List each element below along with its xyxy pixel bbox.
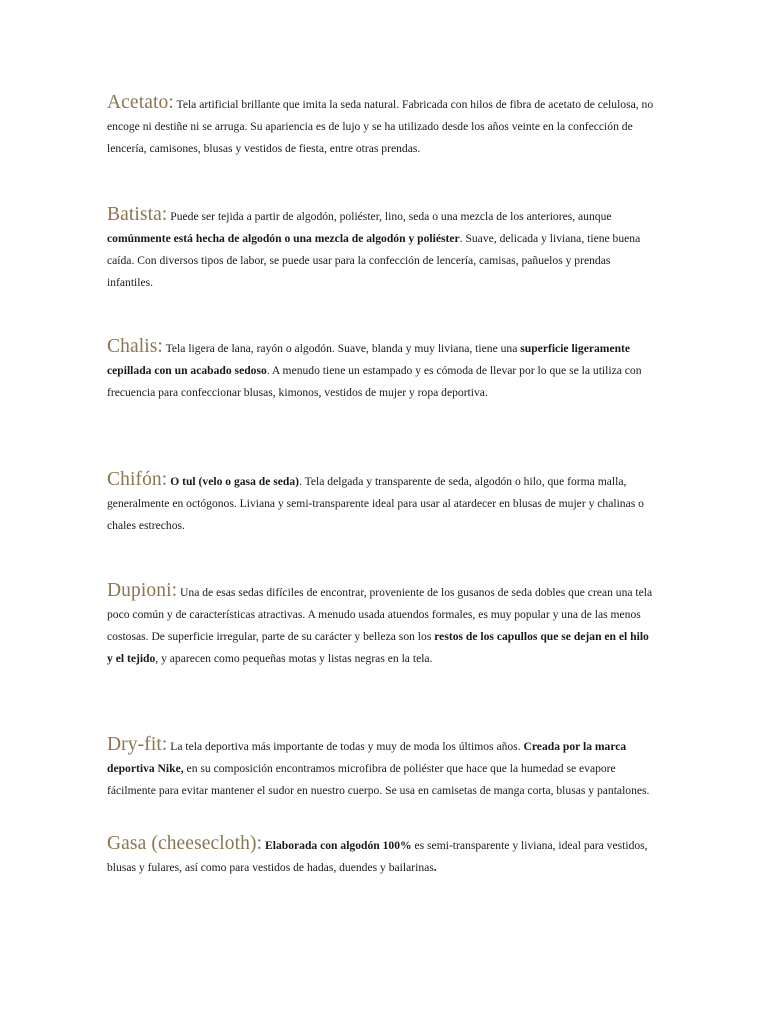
entry-term: Chalis:: [107, 336, 163, 357]
entry-bold-text: O tul (velo o gasa de seda): [170, 475, 300, 488]
entry-term: Dry-fit:: [107, 734, 168, 755]
entry-term: Acetato:: [107, 92, 174, 113]
entry-batista: [107, 204, 657, 294]
entry-text: Tela ligera de lana, rayón o algodón. Suave, blanda y muy liviana, tiene una: [162, 342, 521, 355]
entry-bold-text: .: [433, 861, 437, 874]
entry-text: . Tela delgada y transparente de seda, algodón o hilo, que forma malla, generalmente en octógonos. Liviana y semi-transparente ideal para usar al atardecer en blusas de mujer y chalinas o chales estrechos.: [107, 475, 644, 532]
entry-text: es semi-transparente y liviana, ideal para vestidos, blusas y fulares, así como para vestidos de hadas, duendes y bailarinas: [107, 839, 648, 874]
entry-chifon: [107, 469, 657, 537]
entry-dupioni: [107, 580, 657, 670]
entry-bold-text: comúnmente está hecha de algodón o una mezcla de algodón y poliéster: [107, 232, 460, 245]
entry-dry-fit: [107, 734, 657, 802]
entry-bold-text: superficie ligeramente cepillada con un acabado sedoso: [107, 342, 631, 377]
entry-text: Puede ser tejida a partir de algodón, poliéster, lino, seda o una mezcla de los anteriores, aunque: [167, 210, 612, 223]
entry-text: en su composición encontramos microfibra de poliéster que hace que la humedad se evapore fácilmente para evitar mantener el sudor en nuestro cuerpo. Se usa en camisetas de manga corta, blusas y pantalones.: [107, 762, 650, 797]
entry-chalis: [107, 336, 657, 404]
entry-term: Dupioni:: [107, 580, 178, 601]
entry-text: La tela deportiva más importante de todas y muy de moda los últimos años.: [167, 740, 524, 753]
entry-term: Chifón:: [107, 469, 168, 490]
entry-text: Una de esas sedas difíciles de encontrar, proveniente de los gusanos de seda dobles que crean una tela poco común y de características atractivas. A menudo usada atuendos formales, es muy popular y una de las menos costosas. De superficie irregular, parte de su carácter y belleza son los: [107, 586, 653, 643]
entry-bold-text: Creada por la marca deportiva Nike,: [107, 740, 627, 775]
entry-text: . A menudo tiene un estampado y es cómoda de llevar por lo que se la utiliza con frecuencia para confeccionar blusas, kimonos, vestidos de mujer y ropa deportiva.: [107, 364, 642, 399]
entry-text: Tela artificial brillante que imita la seda natural. Fabricada con hilos de fibra de acetato de celulosa, no encoge ni destiñe ni se arruga. Su apariencia es de lujo y se ha utilizado desde los años veinte en la confección de lencería, camisones, blusas y vestidos de fiesta, entre otras prendas.: [107, 98, 654, 155]
entry-gasa: [107, 833, 657, 879]
entry-bold-text: Elaborada con algodón 100%: [265, 839, 412, 852]
entry-text: , y aparecen como pequeñas motas y listas negras en la tela.: [155, 652, 433, 665]
entry-text: . Suave, delicada y liviana, tiene buena caída. Con diversos tipos de labor, se puede usar para la confección de lencería, camisas, pañuelos y prendas infantiles.: [107, 232, 641, 289]
entry-term: Batista:: [107, 204, 168, 225]
entry-acetato: [107, 92, 657, 160]
entry-bold-text: restos de los capullos que se dejan en el hilo y el tejido: [107, 630, 649, 665]
entry-term: Gasa (cheesecloth):: [107, 833, 263, 854]
